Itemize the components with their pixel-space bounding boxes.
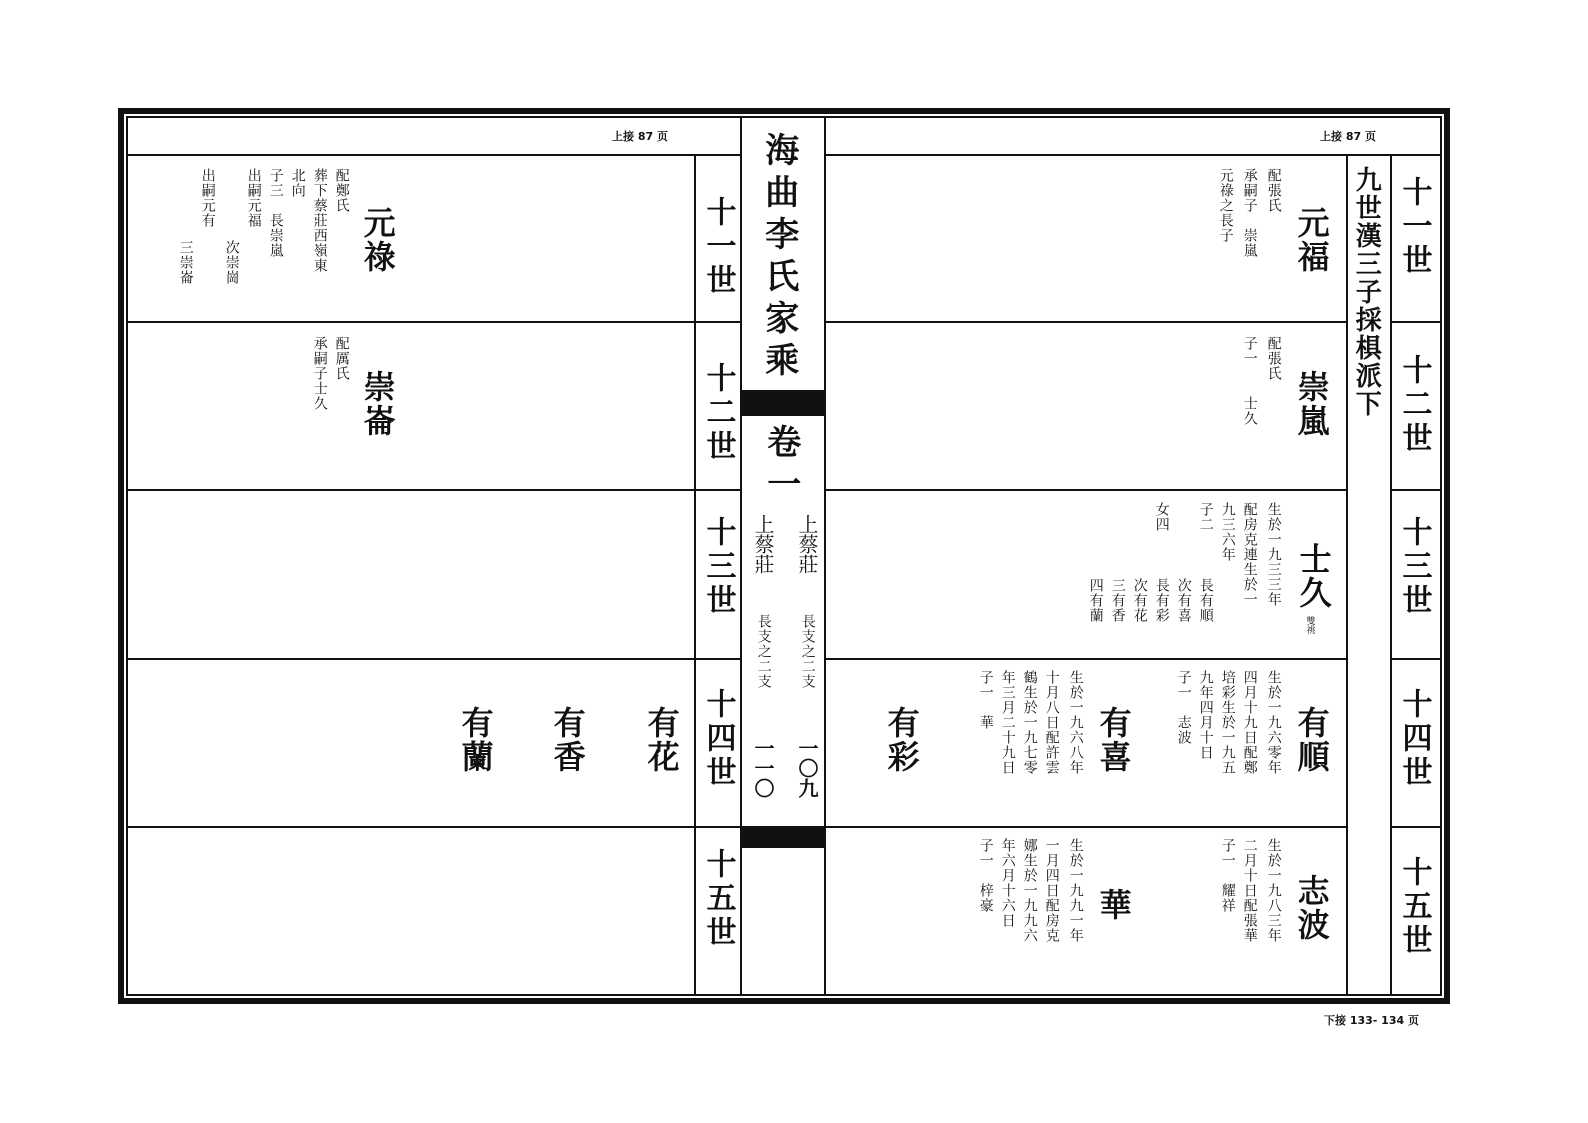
left-header-rule xyxy=(126,154,740,156)
row-rule xyxy=(1390,489,1440,491)
left-gen-label-15: 十五世 xyxy=(700,848,736,950)
footer-continued-note: 下接 133- 134 页 xyxy=(1324,1014,1419,1027)
person-note: 娜生於一九九六 xyxy=(1021,838,1038,943)
spine-volume: 卷一 xyxy=(760,424,801,508)
right-continued-note: 上接 87 页 xyxy=(1320,130,1376,143)
person-note: 配鄭氏 xyxy=(333,168,350,213)
person-note: 生於一九九一年 xyxy=(1067,838,1084,943)
right-gen-label-13: 十三世 xyxy=(1396,516,1432,618)
person-name: 有彩 xyxy=(882,706,921,774)
right-gen-label-12: 十二世 xyxy=(1396,354,1432,456)
person-note: 二月十日配張華 xyxy=(1241,838,1258,943)
person-note: 承嗣子士久 xyxy=(311,336,328,411)
person-name: 有喜 xyxy=(1094,706,1133,774)
row-rule xyxy=(826,826,1348,828)
row-rule xyxy=(126,321,740,323)
person-name: 士久 xyxy=(1294,542,1333,610)
row-rule xyxy=(826,321,1348,323)
person-note: 出嗣元福 xyxy=(245,168,262,228)
left-continued-note: 上接 87 页 xyxy=(612,130,668,143)
person-note: 十月八日配許雲 xyxy=(1043,670,1060,775)
person-note: 子一 志波 xyxy=(1175,670,1192,745)
person-note: 配房克連生於一 xyxy=(1241,502,1258,607)
person-note: 子一 耀祥 xyxy=(1219,838,1236,913)
person-note: 子一 梓豪 xyxy=(977,838,994,913)
person-note: 出嗣元有 xyxy=(199,168,216,228)
person-note: 配張氏 xyxy=(1265,168,1282,213)
person-name: 志波 xyxy=(1292,874,1331,942)
person-note: 配厲氏 xyxy=(333,336,350,381)
row-rule xyxy=(126,489,740,491)
person-note: 承嗣子 崇嵐 xyxy=(1241,168,1258,258)
person-note: 生於一九六八年 xyxy=(1067,670,1084,775)
row-rule xyxy=(826,489,1348,491)
spine-right-place: 上蔡莊 xyxy=(795,514,819,574)
child-list: 四有蘭 xyxy=(1087,578,1104,623)
child-list: 次有喜 xyxy=(1175,578,1192,623)
person-note: 葬下蔡莊西嶺東 xyxy=(311,168,328,273)
person-name: 有蘭 xyxy=(456,706,495,774)
person-note: 子三 長崇嵐 xyxy=(267,168,284,258)
right-gen-label-14: 十四世 xyxy=(1396,688,1432,790)
right-gen-label-15: 十五世 xyxy=(1396,856,1432,958)
row-rule xyxy=(826,658,1348,660)
person-name: 崇嵐 xyxy=(1292,370,1331,438)
right-gen-label-11: 十一世 xyxy=(1396,176,1432,278)
row-rule xyxy=(126,658,740,660)
person-note: 子一 華 xyxy=(977,670,994,730)
spine-left-place: 上蔡莊 xyxy=(751,514,775,574)
person-note-small: 雙祧 xyxy=(1304,616,1315,634)
person-note: 北向 xyxy=(289,168,306,198)
spine-band xyxy=(742,826,824,848)
child-list: 三有香 xyxy=(1109,578,1126,623)
spine-right-page-number: 一〇九 xyxy=(795,738,819,798)
person-note: 培彩生於一九五 xyxy=(1219,670,1236,775)
person-note: 次崇崗 xyxy=(223,240,240,285)
person-note: 鶴生於一九七零 xyxy=(1021,670,1038,775)
person-note: 子一 士久 xyxy=(1241,336,1258,426)
row-rule xyxy=(1390,826,1440,828)
right-gen-column-rule xyxy=(1390,154,1392,994)
person-note: 四月十九日配鄭 xyxy=(1241,670,1258,775)
spine-left-page-number: 一一〇 xyxy=(751,738,775,798)
left-gen-label-13: 十三世 xyxy=(700,516,736,618)
branch-title: 九世漢三子採椇派下 xyxy=(1351,166,1382,418)
left-gen-column-rule xyxy=(694,154,696,994)
left-gen-label-11: 十一世 xyxy=(700,196,736,298)
person-note: 元祿之長子 xyxy=(1217,168,1234,243)
person-name: 有香 xyxy=(548,706,587,774)
left-gen-label-14: 十四世 xyxy=(700,688,736,790)
person-name: 華 xyxy=(1094,888,1133,922)
person-note: 生於一九三三年 xyxy=(1265,502,1282,607)
spine-left-branch: 長支之二支 xyxy=(755,614,772,689)
person-note: 年三月二十九日 xyxy=(999,670,1016,775)
person-note: 生於一九六零年 xyxy=(1265,670,1282,775)
person-note: 子二 xyxy=(1197,502,1214,532)
person-name: 崇崙 xyxy=(358,370,397,438)
left-gen-label-12: 十二世 xyxy=(700,362,736,464)
person-note: 九三六年 xyxy=(1219,502,1236,562)
person-note: 年六月十六日 xyxy=(999,838,1016,928)
person-name: 有花 xyxy=(642,706,681,774)
person-note: 配張氏 xyxy=(1265,336,1282,381)
child-list: 長有順 xyxy=(1197,578,1214,623)
spine-right-branch: 長支之二支 xyxy=(799,614,816,689)
person-note: 九年四月十日 xyxy=(1197,670,1214,760)
person-note: 生於一九八三年 xyxy=(1265,838,1282,943)
row-rule xyxy=(126,826,740,828)
daughters-note: 女四 xyxy=(1153,502,1170,532)
row-rule xyxy=(1390,658,1440,660)
spine-title: 海曲李氏家乘 xyxy=(758,132,799,384)
person-name: 元福 xyxy=(1292,206,1331,274)
row-rule xyxy=(1390,321,1440,323)
person-name: 元祿 xyxy=(358,206,397,274)
child-list: 長有彩 xyxy=(1153,578,1170,623)
person-name: 有順 xyxy=(1292,706,1331,774)
right-branch-column-rule xyxy=(1346,154,1348,994)
person-note: 三崇崙 xyxy=(177,240,194,285)
child-list: 次有花 xyxy=(1131,578,1148,623)
person-note: 一月四日配房克 xyxy=(1043,838,1060,943)
